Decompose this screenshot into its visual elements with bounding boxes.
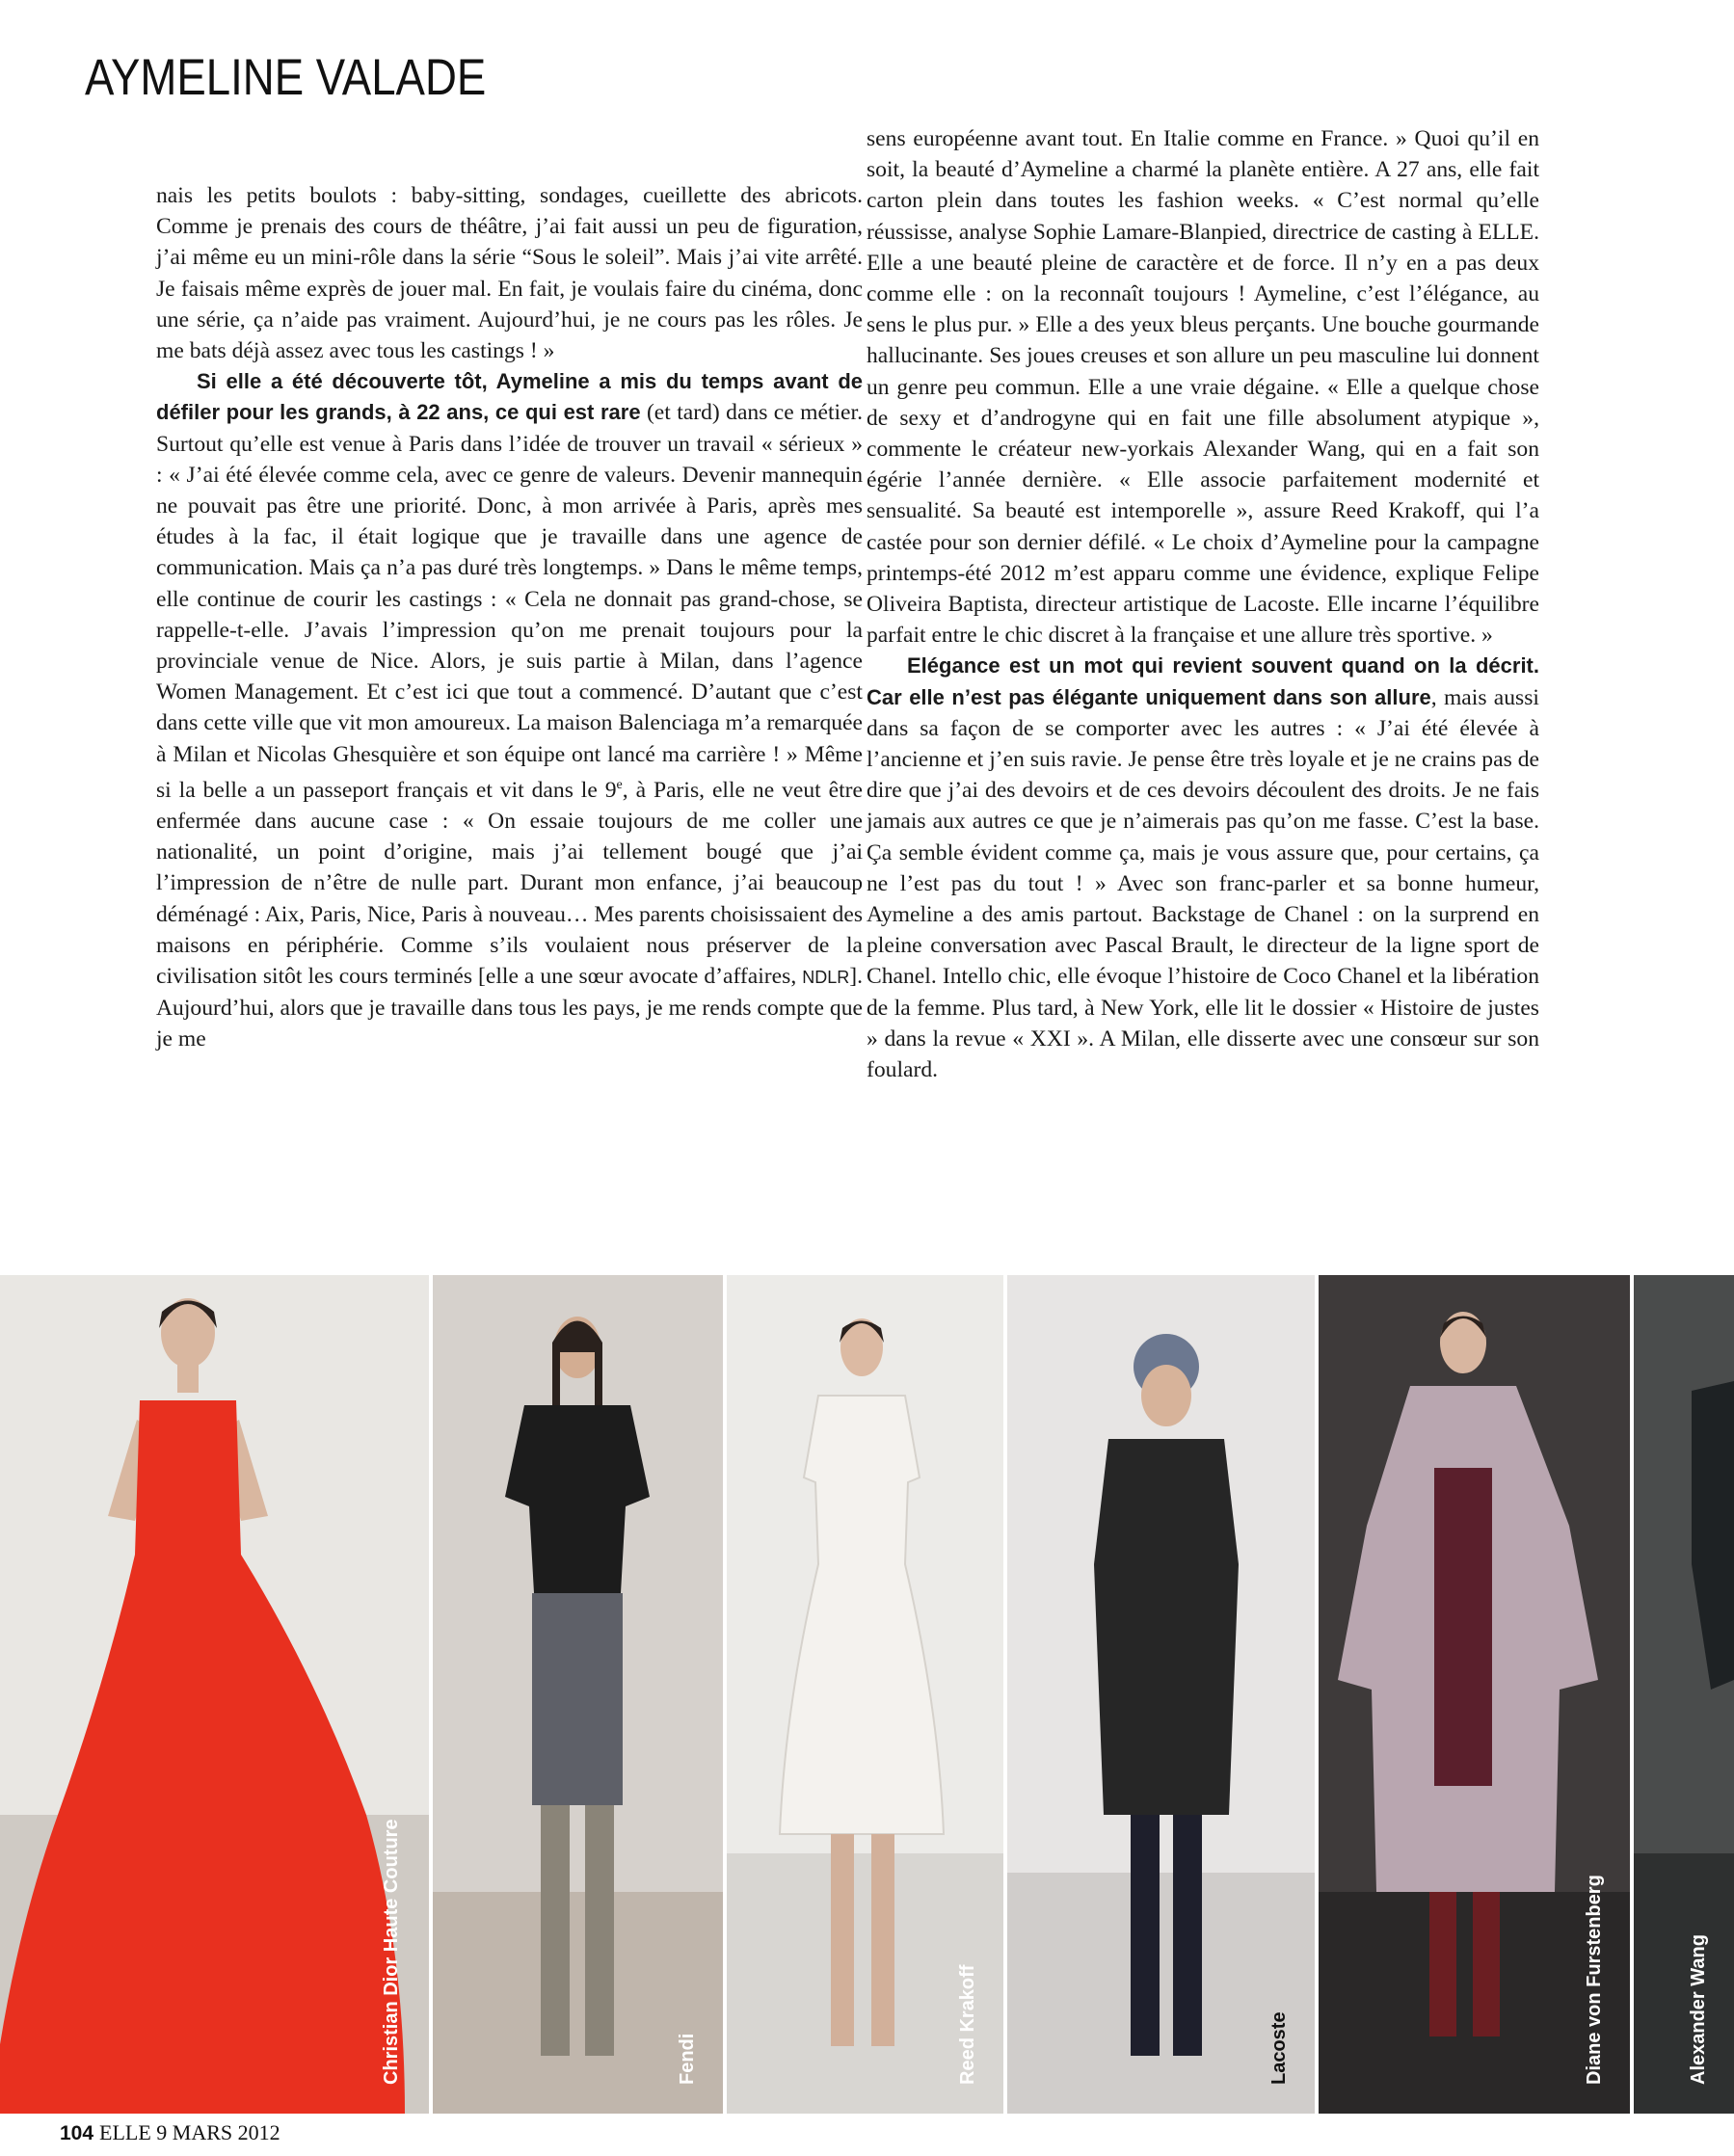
left-paragraph-2-text-c: ]. Aujourd’hui, alors que je travaille dans tous les pays, je me rends compte que je me (156, 963, 863, 1052)
left-paragraph-2-lead: Si elle a été découverte tôt, Aymeline a mis du temps avant de défiler pour les grands, à 22 ans, ce qui est rare (156, 369, 863, 425)
photo-credit-alexander-wang: Alexander Wang (1688, 1934, 1709, 2085)
runway-photo-reed-krakoff (727, 1275, 1003, 2114)
model-neck (177, 1364, 199, 1393)
page-folio (60, 2120, 280, 2145)
article-headline: AYMELINE VALADE (85, 49, 487, 106)
garment-dress (1434, 1468, 1492, 1786)
right-paragraph-2-text: , mais aussi dans sa façon de se comporter avec les autres : « J’ai été élevée à l’ancienne et j’en suis ravie. Je pense être très loyale et je ne crains pas de dire que j’ai des devoirs et de ces devoirs découlent des droits. Je ne fais jamais aux autres ce que je n’aimerais pas qu’on me fasse. C’est la base. Ça semble évident comme ça, mais je vous assure que, pour certains, ça ne l’est pas du tout ! » Avec son franc-parler et sa bonne humeur, Aymeline a des amis partout. Backstage de Chanel : on la surprend en pleine conversation avec Pascal Brault, le directeur de la ligne sport de Chanel. Intello chic, elle évoque l’histoire de Coco Chanel et la libération de la femme. Plus tard, à New York, elle lit le dossier « Histoire de justes » dans la revue « XXI ». A Milan, elle disserte avec une consœur sur son foulard. (867, 684, 1539, 1083)
model-boot-left (1429, 1892, 1456, 2036)
photo-credit-reed-krakoff: Reed Krakoff (957, 1964, 978, 2085)
left-paragraph-1: nais les petits boulots : baby-sitting, sondages, cueillette des abricots. Comme je prenais des cours de théâtre, j’ai fait aussi un peu de figuration, j’ai même eu un mini-rôle dans la série “Sous le soleil”. Mais j’ai vite arrêté. Je faisais même exprès de jouer mal. En fait, je voulais faire du cinéma, donc une série, ça n’aide pas vraiment. Aujourd’hui, je ne cours pas les rôles. Je me bats déjà assez avec tous les castings ! » (156, 183, 863, 364)
runway-photo-fendi (433, 1275, 723, 2114)
fendi-photo-illustration (433, 1275, 723, 2114)
left-paragraph-2-text-b: , à Paris, elle ne veut être enfermée dans aucune case : « On essaie toujours de me coller une nationalité, un point d’origine, mais j’ai tellement bougé que j’ai l’impression de n’être de nulle part. Durant mon enfance, j’ai beaucoup déménagé : Aix, Paris, Nice, Paris à nouveau… Mes parents choisissaient des maisons en périphérie. Comme s’ils voulaient nous préserver de la civilisation sitôt les cours terminés [elle a une sœur avocate d’affaires, (156, 777, 863, 989)
right-text-column (867, 123, 1539, 1085)
photo-credit-dior: Christian Dior Haute Couture (381, 1819, 402, 2085)
model-leg-right (585, 1805, 614, 2056)
runway-photo-alexander-wang (1634, 1275, 1734, 2114)
runway-photo-lacoste (1007, 1275, 1315, 2114)
garment-skirt (532, 1593, 623, 1805)
photo-floor (1634, 1853, 1734, 2114)
model-leg-right (1173, 1815, 1202, 2056)
model-boot-right (1473, 1892, 1500, 2036)
runway-photo-diane-von-furstenberg (1319, 1275, 1630, 2114)
model-leg-right (871, 1834, 894, 2046)
model-leg-left (831, 1834, 854, 2046)
right-paragraph-2 (867, 651, 1539, 1085)
left-text-column (156, 180, 863, 1055)
model-head (1440, 1312, 1486, 1373)
photo-credit-lacoste: Lacoste (1268, 2011, 1290, 2085)
model-leg-left (1131, 1815, 1160, 2056)
ordinal-superscript: e (616, 777, 623, 792)
ndlr-abbreviation: NDLR (802, 967, 850, 987)
alexander-wang-photo-illustration (1634, 1275, 1734, 2114)
model-leg-left (541, 1805, 570, 2056)
photo-credit-fendi: Fendi (677, 2033, 698, 2085)
runway-photo-dior (0, 1275, 429, 2114)
photo-credit-diane-von-furstenberg: Diane von Furstenberg (1584, 1875, 1605, 2085)
right-paragraph-2-lead: Elégance est un mot qui revient souvent quand on la décrit. Car elle n’est pas élégante uniquement dans son allure (867, 653, 1539, 709)
runway-photo-strip (0, 1275, 1734, 2114)
lacoste-photo-illustration (1007, 1275, 1315, 2114)
right-paragraph-1: sens européenne avant tout. En Italie comme en France. » Quoi qu’il en soit, la beauté d’Aymeline a charmé la planète entière. A 27 ans, elle fait carton plein dans toutes les fashion weeks. « C’est normal qu’elle réussisse, analyse Sophie Lamare-Blanpied, directrice de casting à ELLE. Elle a une beauté pleine de caractère et de force. Il n’y en a pas deux comme elle : on la reconnaît toujours ! Aymeline, c’est l’élégance, au sens le plus pur. » Elle a des yeux bleus perçants. Une bouche gourmande hallucinante. Ses joues creuses et son allure un peu masculine lui donnent un genre peu commun. Elle a une vraie dégaine. « Elle a quelque chose de sexy et d’androgyne qui en fait une fille absolument atypique », commente le créateur new-yorkais Alexander Wang, qui en a fait son égérie l’année dernière. « Elle associe parfaitement modernité et sensualité. Sa beauté est intemporelle », assure Reed Krakoff, qui l’a castée pour son dernier défilé. « Le choix d’Aymeline pour la campagne printemps-été 2012 m’est apparu comme une évidence, explique Felipe Oliveira Baptista, directeur artistique de Lacoste. Elle incarne l’équilibre parfait entre le chic discret à la française et une allure très sportive. » (867, 126, 1539, 649)
page-number: 104 (60, 2122, 94, 2144)
left-paragraph-2 (156, 366, 863, 1054)
publication-line: ELLE 9 MARS 2012 (99, 2120, 280, 2144)
dior-photo-illustration (0, 1275, 429, 2114)
garment-coat (1094, 1439, 1239, 1815)
model-head (1141, 1365, 1191, 1426)
left-paragraph-2-text-a: (et tard) dans ce métier. Surtout qu’elle est venue à Paris dans l’idée de trouver un travail « sérieux » : « J’ai été élevée comme cela, avec ce genre de valeurs. Devenir mannequin ne pouvait pas être une priorité. Donc, à mon arrivée à Paris, après mes études à la fac, il était logique que je travaille dans une agence de communication. Mais ça n’a pas duré très longtemps. » Dans le même temps, elle continue de courir les castings : « Cela ne donnait pas grand-chose, se rappelle-t-elle. J’avais l’impression qu’on me prenait toujours pour la provinciale venue de Nice. Alors, je suis partie à Milan, dans l’agence Women Management. Et c’est ici que tout a commencé. D’autant que c’est dans cette ville que vit mon amoureux. La maison Balenciaga m’a remarquée à Milan et Nicolas Ghesquière et son équipe ont lancé ma carrière ! » Même si la belle a un passeport français et vit dans le 9 (156, 400, 863, 803)
